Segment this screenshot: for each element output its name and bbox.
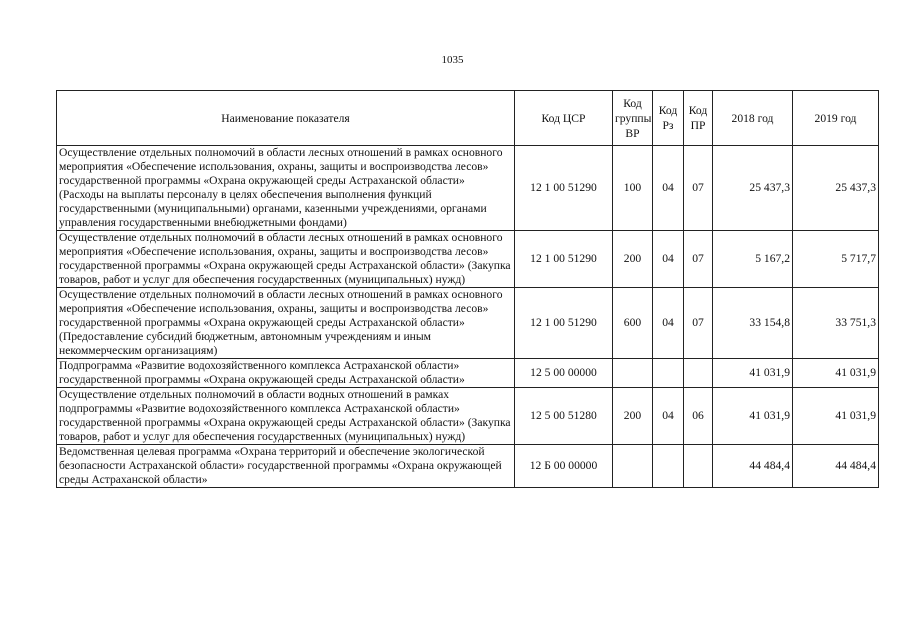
row-vr-code (613, 359, 653, 388)
row-name: Осуществление отдельных полномочий в области лесных отношений в рамках основного мероприятия «Обеспечение использования, охраны, защиты и воспроизводства лесов» государственной программы «Охрана окружающей среды Астраханской области» (Закупка товаров, работ и услуг для обеспечения государственных (муниципальных) нужд) (57, 231, 515, 288)
row-rz-code (653, 359, 684, 388)
header-name: Наименование показателя (57, 91, 515, 146)
table-row (57, 288, 879, 359)
row-vr-code: 200 (613, 388, 653, 445)
row-name: Подпрограмма «Развитие водохозяйственного комплекса Астраханской области» государственной программы «Охрана окружающей среды Астраханской области» (57, 359, 515, 388)
row-value-2019: 41 031,9 (793, 388, 879, 445)
row-pr-code: 06 (684, 388, 713, 445)
row-rz-code (653, 445, 684, 488)
row-csr-code: 12 Б 00 00000 (515, 445, 613, 488)
row-vr-code: 200 (613, 231, 653, 288)
row-csr-code: 12 5 00 00000 (515, 359, 613, 388)
row-csr-code: 12 5 00 51280 (515, 388, 613, 445)
budget-table (56, 90, 879, 488)
row-value-2019: 44 484,4 (793, 445, 879, 488)
row-pr-code: 07 (684, 231, 713, 288)
row-value-2018: 44 484,4 (713, 445, 793, 488)
row-csr-code: 12 1 00 51290 (515, 288, 613, 359)
header-csr-code: Код ЦСР (515, 91, 613, 146)
row-rz-code: 04 (653, 288, 684, 359)
row-pr-code: 07 (684, 288, 713, 359)
row-rz-code: 04 (653, 388, 684, 445)
row-value-2019: 5 717,7 (793, 231, 879, 288)
header-vr-code: Код группы ВР (613, 91, 653, 146)
table-row (57, 388, 879, 445)
row-value-2018: 25 437,3 (713, 146, 793, 231)
row-value-2018: 5 167,2 (713, 231, 793, 288)
row-value-2018: 41 031,9 (713, 359, 793, 388)
row-rz-code: 04 (653, 231, 684, 288)
table-row (57, 359, 879, 388)
row-csr-code: 12 1 00 51290 (515, 146, 613, 231)
row-name: Осуществление отдельных полномочий в области водных отношений в рамках подпрограммы «Развитие водохозяйственного комплекса Астраханской области» государственной программы «Охрана окружающей среды Астраханской области» (Закупка товаров, работ и услуг для обеспечения государственных (муниципальных) нужд) (57, 388, 515, 445)
header-pr-code: Код ПР (684, 91, 713, 146)
row-value-2018: 41 031,9 (713, 388, 793, 445)
row-value-2019: 25 437,3 (793, 146, 879, 231)
row-name: Осуществление отдельных полномочий в области лесных отношений в рамках основного мероприятия «Обеспечение использования, охраны, защиты и воспроизводства лесов» государственной программы «Охрана окружающей среды Астраханской области» (Предоставление субсидий бюджетным, автономным учреждениям и иным некоммерческим организациям) (57, 288, 515, 359)
table-header-row (57, 91, 879, 146)
row-value-2019: 33 751,3 (793, 288, 879, 359)
row-rz-code: 04 (653, 146, 684, 231)
table-row (57, 231, 879, 288)
row-pr-code: 07 (684, 146, 713, 231)
row-csr-code: 12 1 00 51290 (515, 231, 613, 288)
row-value-2019: 41 031,9 (793, 359, 879, 388)
row-vr-code: 100 (613, 146, 653, 231)
row-name: Ведомственная целевая программа «Охрана территорий и обеспечение экологической безопасности Астраханской области» государственной программы «Охрана окружающей среды Астраханской области» (57, 445, 515, 488)
table-row (57, 445, 879, 488)
table-row (57, 146, 879, 231)
page-number: 1035 (441, 54, 464, 66)
row-vr-code: 600 (613, 288, 653, 359)
header-year-2018: 2018 год (713, 91, 793, 146)
row-name: Осуществление отдельных полномочий в области лесных отношений в рамках основного мероприятия «Обеспечение использования, охраны, защиты и воспроизводства лесов» государственной программы «Охрана окружающей среды Астраханской области» (Расходы на выплаты персоналу в целях обеспечения выполнения функций государственными (муниципальными) органами, казенными учреждениями, органами управления государственными внебюджетными фондами) (57, 146, 515, 231)
row-pr-code (684, 359, 713, 388)
header-rz-code: Код Рз (653, 91, 684, 146)
row-pr-code (684, 445, 713, 488)
row-value-2018: 33 154,8 (713, 288, 793, 359)
row-vr-code (613, 445, 653, 488)
header-year-2019: 2019 год (793, 91, 879, 146)
